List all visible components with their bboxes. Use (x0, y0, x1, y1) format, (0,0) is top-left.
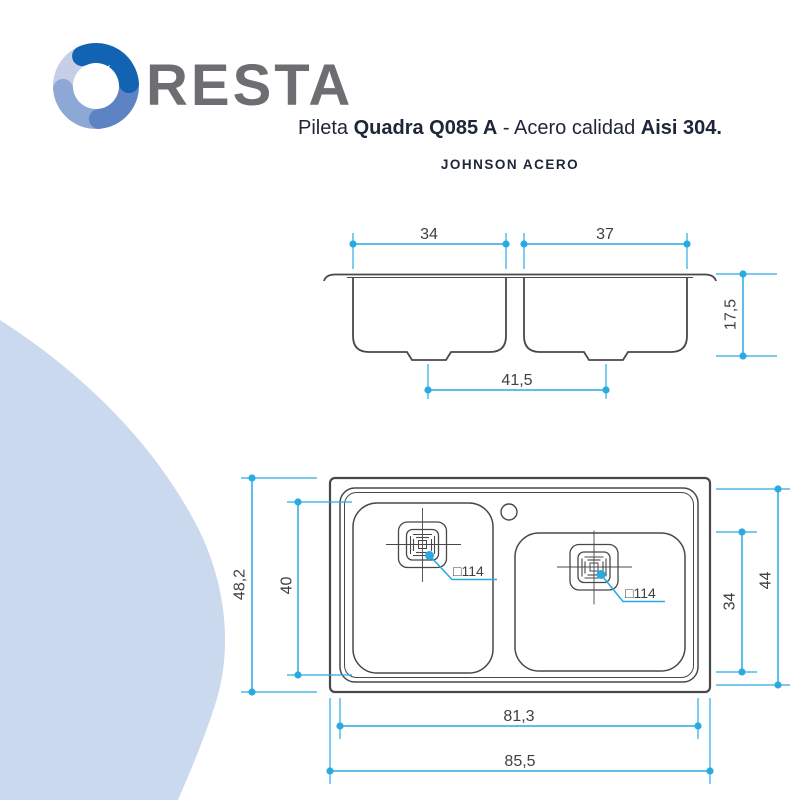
dim-left-bowl-width: 34 (420, 226, 438, 243)
dim-left-bowl-length: 40 (278, 576, 296, 595)
left-drain (386, 508, 461, 582)
section-view-dimensions (349, 233, 777, 399)
dim-inner-depth: 44 (757, 571, 775, 590)
dim-overall-depth: 48,2 (231, 568, 249, 601)
left-bowl-section (353, 278, 506, 361)
dim-drain-distance: 41,5 (501, 372, 533, 389)
title-sep: - (497, 117, 515, 139)
section-view-drawing (324, 275, 716, 361)
left-drain-size-label: □114 (453, 563, 484, 579)
left-bowl-plan (353, 503, 493, 673)
faucet-hole (501, 504, 517, 520)
right-bowl-section (524, 278, 687, 361)
title-mid: Acero calidad (514, 117, 641, 139)
dim-inner-width: 81,3 (503, 708, 535, 725)
title-pre: Pileta (298, 117, 354, 139)
title-steel-grade: Aisi 304. (640, 117, 722, 139)
manufacturer-name: JOHNSON ACERO (440, 157, 580, 172)
dim-right-bowl-length: 34 (721, 592, 739, 611)
product-title (210, 117, 800, 140)
dim-overall-width: 85,5 (504, 753, 536, 770)
right-drain-size-label: □114 (625, 585, 656, 601)
brand-wordmark: RESTA (146, 53, 354, 118)
title-model: Quadra Q085 A (353, 117, 498, 139)
dim-bowl-depth: 17,5 (722, 298, 740, 331)
dim-right-bowl-width: 37 (596, 226, 614, 243)
brand-logo (50, 40, 145, 135)
right-drain (557, 531, 632, 605)
